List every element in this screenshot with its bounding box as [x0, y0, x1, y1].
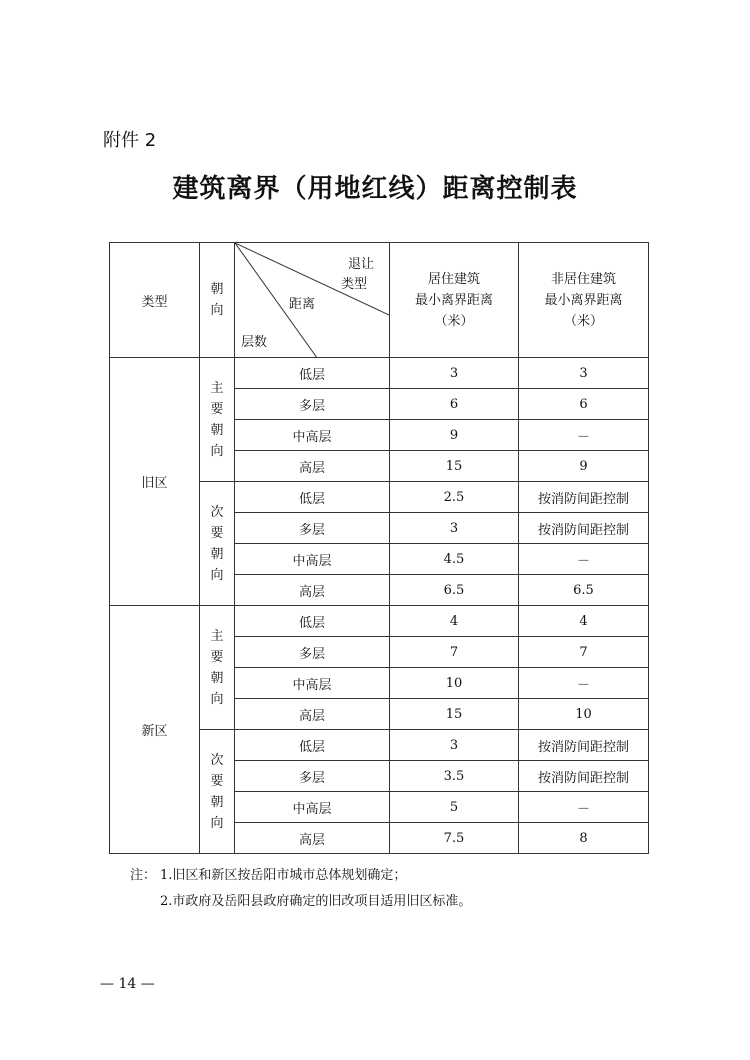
nonresidential-distance-cell: 按消防间距控制 [519, 761, 649, 792]
nonresidential-distance-cell: 10 [519, 699, 649, 730]
nonresidential-distance-cell: － [519, 668, 649, 699]
attachment-label: 附件 2 [103, 130, 157, 151]
header-nonresidential-text: 非居住建筑 最小离界距离 （米） [544, 271, 623, 329]
nonresidential-distance-cell: 4 [519, 606, 649, 637]
area-name-cell: 新区 [110, 606, 200, 854]
residential-distance-cell: 7 [390, 637, 519, 668]
floors-cell: 多层 [235, 761, 390, 792]
document-title: 建筑离界（用地红线）距离控制表 [172, 174, 578, 204]
floors-cell: 低层 [235, 358, 390, 389]
residential-distance-cell: 7.5 [390, 823, 519, 854]
nonresidential-distance-cell: 8 [519, 823, 649, 854]
header-setback-label: 退让 [348, 257, 375, 272]
orientation-cell: 次 要 朝 向 [200, 482, 235, 606]
floors-cell: 中高层 [235, 544, 390, 575]
header-diag-type-label: 类型 [341, 277, 368, 292]
residential-distance-cell: 6.5 [390, 575, 519, 606]
notes-label: 注： [130, 868, 157, 883]
floors-cell: 中高层 [235, 668, 390, 699]
distance-control-table [109, 242, 649, 854]
nonresidential-distance-cell: 6 [519, 389, 649, 420]
page-number: — 14 — [100, 976, 155, 992]
nonresidential-distance-cell: 按消防间距控制 [519, 730, 649, 761]
table-row [110, 606, 649, 637]
floors-cell: 低层 [235, 606, 390, 637]
floors-cell: 低层 [235, 730, 390, 761]
floors-cell: 中高层 [235, 420, 390, 451]
nonresidential-distance-cell: － [519, 420, 649, 451]
floors-cell: 高层 [235, 451, 390, 482]
residential-distance-cell: 15 [390, 699, 519, 730]
orientation-cell: 次 要 朝 向 [200, 730, 235, 854]
residential-distance-cell: 3 [390, 730, 519, 761]
residential-distance-cell: 2.5 [390, 482, 519, 513]
header-distance-label: 距离 [289, 297, 316, 312]
floors-cell: 多层 [235, 637, 390, 668]
area-name-cell: 旧区 [110, 358, 200, 606]
nonresidential-distance-cell: 按消防间距控制 [519, 513, 649, 544]
residential-distance-cell: 3 [390, 358, 519, 389]
nonresidential-distance-cell: 9 [519, 451, 649, 482]
residential-distance-cell: 4.5 [390, 544, 519, 575]
orientation-cell: 主 要 朝 向 [200, 606, 235, 730]
note-item-1: 1.旧区和新区按岳阳市城市总体规划确定； [160, 868, 407, 883]
residential-distance-cell: 9 [390, 420, 519, 451]
header-type: 类型 [110, 243, 200, 358]
note-item-2: 2.市政府及岳阳县政府确定的旧改项目适用旧区标准。 [160, 894, 472, 909]
floors-cell: 低层 [235, 482, 390, 513]
header-residential-text: 居住建筑 最小离界距离 （米） [414, 271, 493, 329]
floors-cell: 高层 [235, 823, 390, 854]
header-nonresidential [519, 243, 649, 358]
orientation-cell: 主 要 朝 向 [200, 358, 235, 482]
floors-cell: 高层 [235, 699, 390, 730]
residential-distance-cell: 3 [390, 513, 519, 544]
nonresidential-distance-cell: － [519, 792, 649, 823]
floors-cell: 高层 [235, 575, 390, 606]
floors-cell: 多层 [235, 389, 390, 420]
nonresidential-distance-cell: 3 [519, 358, 649, 389]
table-row [110, 358, 649, 389]
residential-distance-cell: 15 [390, 451, 519, 482]
nonresidential-distance-cell: 7 [519, 637, 649, 668]
table-header-row [110, 243, 649, 358]
nonresidential-distance-cell: 6.5 [519, 575, 649, 606]
residential-distance-cell: 6 [390, 389, 519, 420]
floors-cell: 中高层 [235, 792, 390, 823]
header-orientation [200, 243, 235, 358]
residential-distance-cell: 5 [390, 792, 519, 823]
header-residential [390, 243, 519, 358]
floors-cell: 多层 [235, 513, 390, 544]
header-orientation-text: 朝 向 [210, 282, 224, 318]
nonresidential-distance-cell: － [519, 544, 649, 575]
residential-distance-cell: 4 [390, 606, 519, 637]
nonresidential-distance-cell: 按消防间距控制 [519, 482, 649, 513]
residential-distance-cell: 3.5 [390, 761, 519, 792]
residential-distance-cell: 10 [390, 668, 519, 699]
header-floors-label: 层数 [241, 335, 268, 350]
header-diagonal-cell [235, 243, 390, 358]
